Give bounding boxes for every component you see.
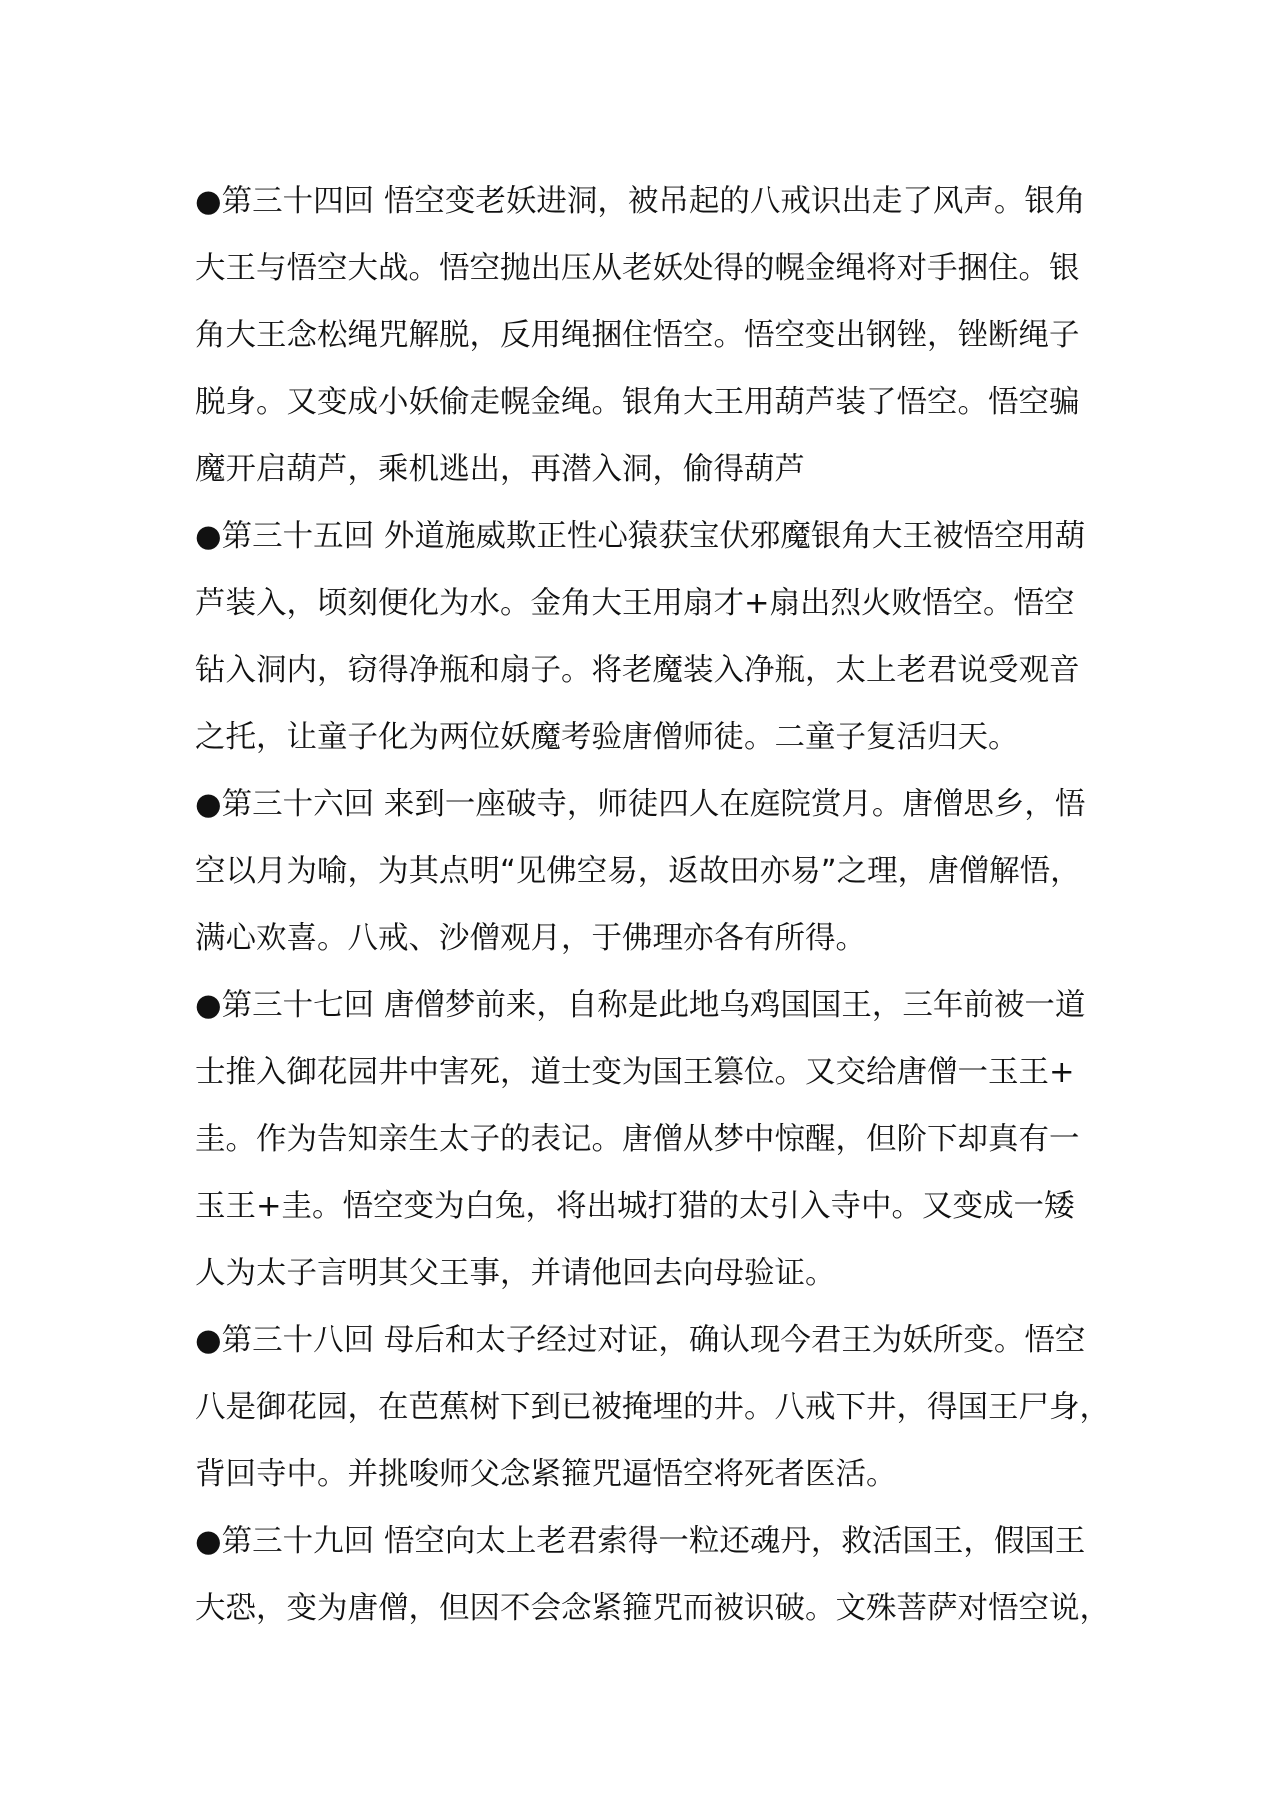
line-text: 唐僧梦前来，自称是此地乌鸡国国王，三年前被一道 <box>383 988 1086 1023</box>
chapter-38-summary <box>195 1307 1110 1508</box>
paragraph-line: 魔开启葫芦，乘机逃出，再潜入洞，偷得葫芦 <box>195 452 805 487</box>
chapter-title: 第三十七回 <box>221 988 375 1023</box>
chapter-35-summary <box>195 503 1095 771</box>
bullet-icon: ● <box>195 1323 222 1358</box>
bullet-icon: ● <box>195 519 222 554</box>
chapter-title: 第三十六回 <box>221 787 375 822</box>
line-text: 来到一座破寺，师徒四人在庭院赏月。唐僧思乡，悟 <box>383 787 1086 822</box>
paragraph-line: 脱身。又变成小妖偷走幌金绳。银角大王用葫芦装了悟空。悟空骗 <box>195 385 1080 420</box>
chapter-title: 第三十四回 <box>221 184 375 219</box>
paragraph-line: 之托，让童子化为两位妖魔考验唐僧师徒。二童子复活归天。 <box>195 720 1019 755</box>
line-text: 悟空向太上老君索得一粒还魂丹，救活国王，假国王 <box>383 1524 1086 1559</box>
paragraph-line: 玉王+圭。悟空变为白兔，将出城打猎的太引入寺中。又变成一矮 <box>195 1189 1075 1224</box>
chapter-title: 第三十八回 <box>221 1323 375 1358</box>
paragraph-line: 人为太子言明其父王事，并请他回去向母验证。 <box>195 1256 836 1291</box>
paragraph-line <box>195 168 1095 235</box>
chapter-34-summary <box>195 168 1095 503</box>
chapter-title: 第三十五回 <box>221 519 375 554</box>
paragraph-line: 圭。作为告知亲生太子的表记。唐僧从梦中惊醒，但阶下却真有一 <box>195 1122 1080 1157</box>
bullet-icon: ● <box>195 787 222 822</box>
paragraph-line <box>195 1508 1095 1575</box>
line-text: 悟空变老妖进洞，被吊起的八戒识出走了风声。银角 <box>383 184 1086 219</box>
paragraph-line: 大王与悟空大战。悟空抛出压从老妖处得的幌金绳将对手捆住。银 <box>195 251 1080 286</box>
paragraph-line: 大恐，变为唐僧，但因不会念紧箍咒而被识破。文殊菩萨对悟空说， <box>195 1591 1110 1626</box>
paragraph-line: 八是御花园，在芭蕉树下到已被掩埋的井。八戒下井，得国王尸身， <box>195 1390 1110 1425</box>
paragraph-line: 背回寺中。并挑唆师父念紧箍咒逼悟空将死者医活。 <box>195 1457 897 1492</box>
paragraph-line: 钻入洞内，窃得净瓶和扇子。将老魔装入净瓶，太上老君说受观音 <box>195 653 1080 688</box>
chapter-title: 第三十九回 <box>221 1524 375 1559</box>
paragraph-line: 士推入御花园井中害死，道士变为国王篡位。又交给唐僧一玉王+ <box>195 1055 1075 1090</box>
chapter-39-summary <box>195 1508 1110 1642</box>
bullet-icon: ● <box>195 988 222 1023</box>
bullet-icon: ● <box>195 184 222 219</box>
paragraph-line <box>195 972 1095 1039</box>
paragraph-line: 芦装入，顷刻便化为水。金角大王用扇才+扇出烈火败悟空。悟空 <box>195 586 1075 621</box>
chapter-36-summary <box>195 771 1095 972</box>
line-text: 外道施威欺正性心猿获宝伏邪魔银角大王被悟空用葫 <box>383 519 1086 554</box>
chapter-37-summary <box>195 972 1095 1307</box>
bullet-icon: ● <box>195 1524 222 1559</box>
paragraph-line: 空以月为喻，为其点明“见佛空易，返故田亦易”之理，唐僧解悟， <box>195 854 1081 889</box>
paragraph-line: 满心欢喜。八戒、沙僧观月，于佛理亦各有所得。 <box>195 921 866 956</box>
paragraph-line: 角大王念松绳咒解脱，反用绳捆住悟空。悟空变出钢锉，锉断绳子 <box>195 318 1080 353</box>
document-page <box>195 168 1110 1642</box>
paragraph-line <box>195 1307 1095 1374</box>
paragraph-line <box>195 771 1095 838</box>
line-text: 母后和太子经过对证，确认现今君王为妖所变。悟空 <box>383 1323 1086 1358</box>
paragraph-line <box>195 503 1095 570</box>
